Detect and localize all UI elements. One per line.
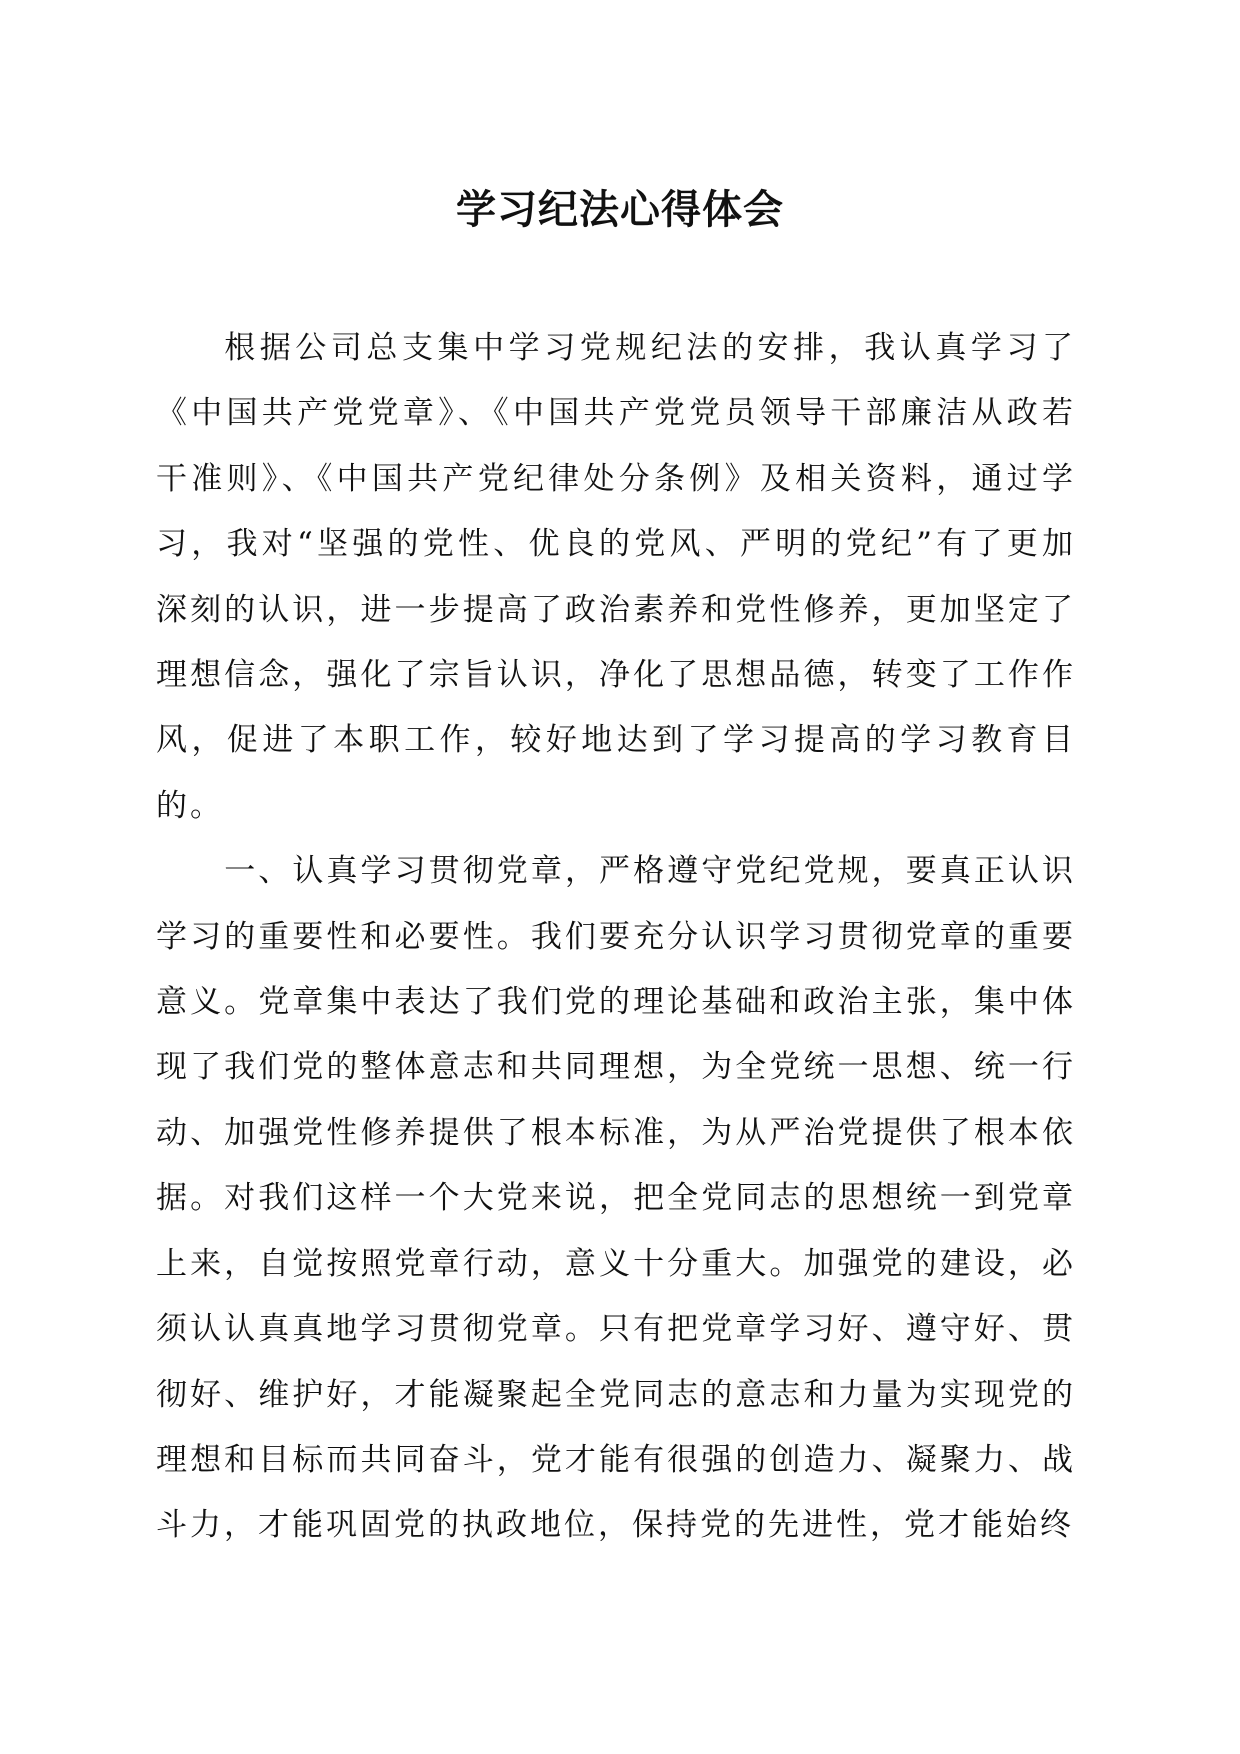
paragraph-intro: 根据公司总支集中学习党规纪法的安排，我认真学习了《中国共产党党章》、《中国共产党党员领导干部廉洁从政若干准则》、《中国共产党纪律处分条例》及相关资料，通过学习，我对“坚强的党性、优良的党风、严明的党纪”有了更加深刻的认识，进一步提高了政治素养和党性修养，更加坚定了理想信念，强化了宗旨认识，净化了思想品德，转变了工作作风，促进了本职工作，较好地达到了学习提高的学习教育目的。 <box>156 330 1076 824</box>
document-body <box>156 316 1076 1559</box>
paragraph-section-one: 一、认真学习贯彻党章，严格遵守党纪党规，要真正认识学习的重要性和必要性。我们要充分认识学习贯彻党章的重要意义。党章集中表达了我们党的理论基础和政治主张，集中体现了我们党的整体意志和共同理想，为全党统一思想、统一行动、加强党性修养提供了根本标准，为从严治党提供了根本依据。对我们这样一个大党来说，把全党同志的思想统一到党章上来，自觉按照党章行动，意义十分重大。加强党的建设，必须认认真真地学习贯彻党章。只有把党章学习好、遵守好、贯彻好、维护好，才能凝聚起全党同志的意志和力量为实现党的理想和目标而共同奋斗，党才能有很强的创造力、凝聚力、战斗力，才能巩固党的执政地位，保持党的先进性，党才能始终 <box>156 853 1076 1544</box>
document-title: 学习纪法心得体会 <box>456 186 784 233</box>
